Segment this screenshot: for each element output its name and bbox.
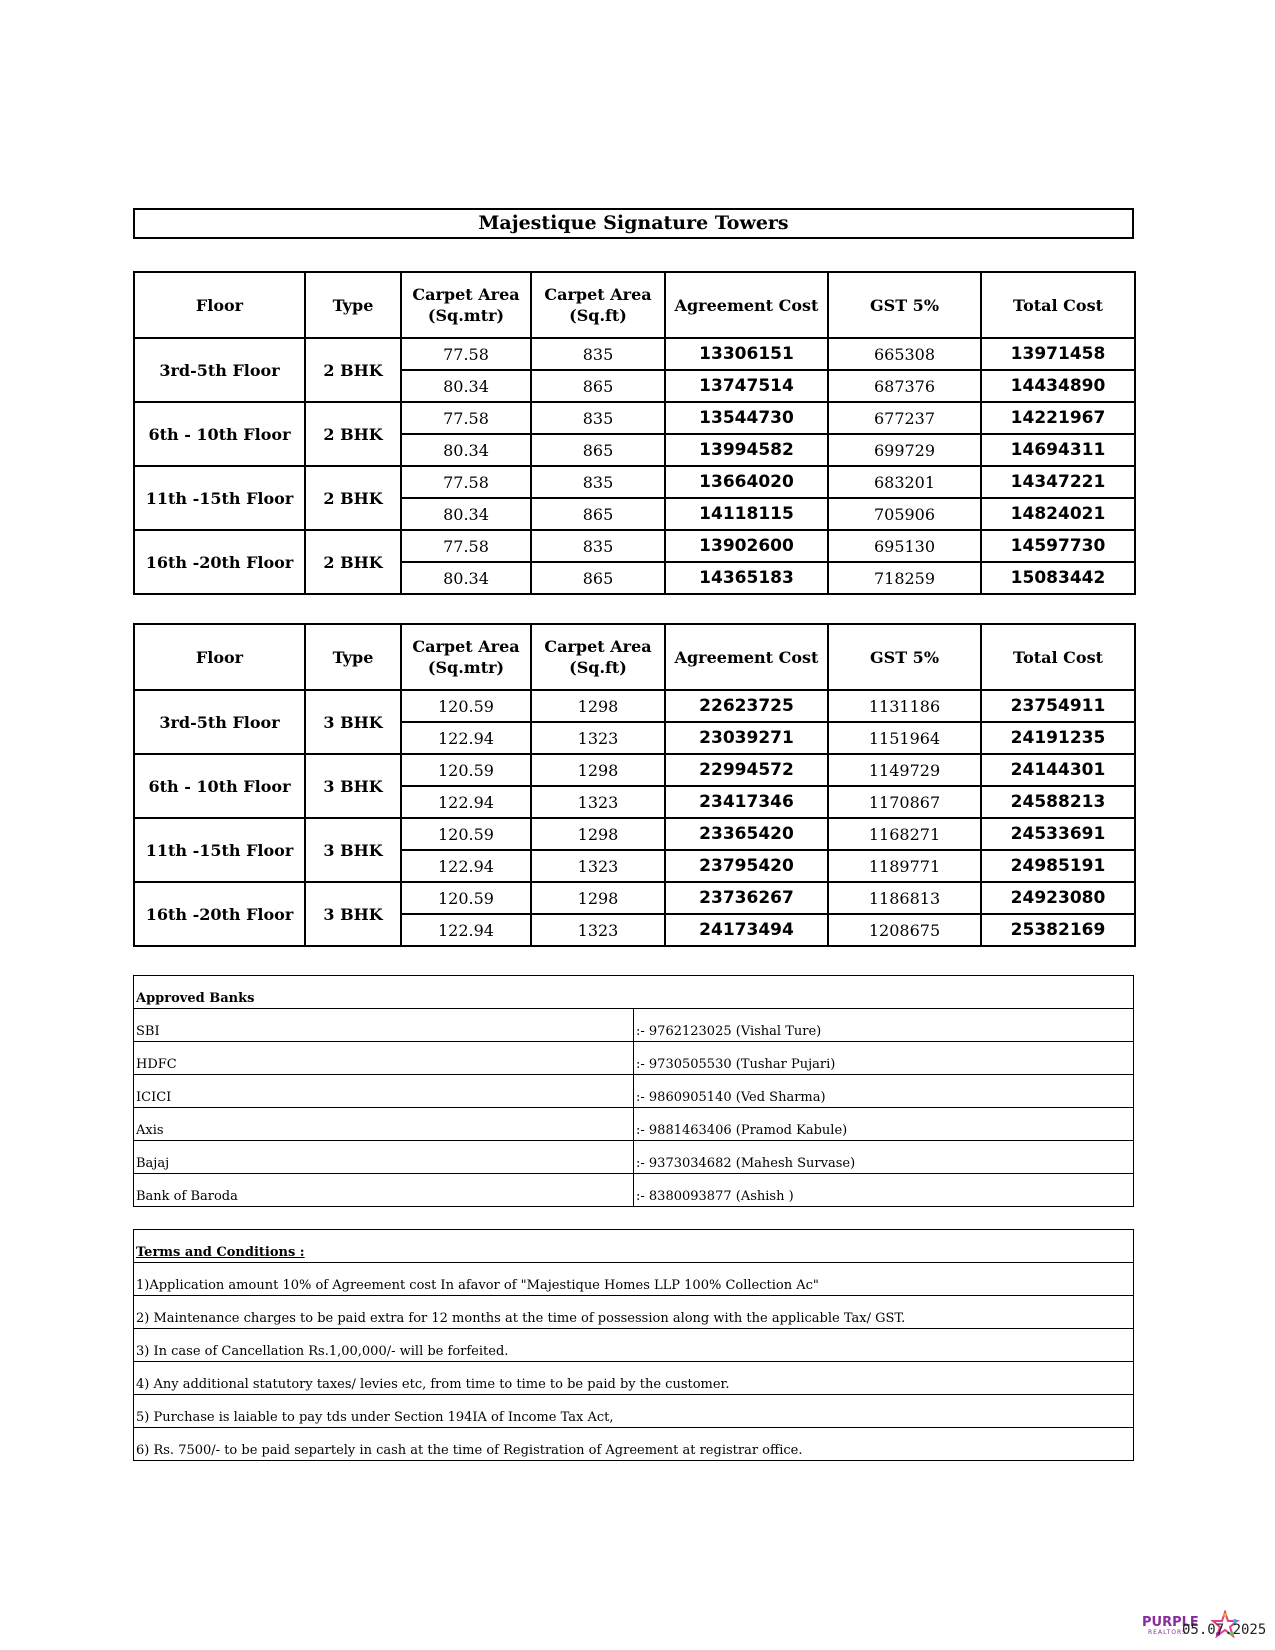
type-cell: 2 BHK [305,338,401,402]
gst-cell: 1186813 [828,882,981,914]
table-row [134,338,1135,370]
carpet-sqm-cell: 80.34 [401,498,531,530]
total-cost-cell: 24191235 [981,722,1135,754]
agreement-cost-cell: 13994582 [665,434,828,466]
term-row [134,1263,1134,1296]
gst-cell: 1131186 [828,690,981,722]
header-agreement-cost: Agreement Cost [665,272,828,338]
agreement-cost-cell: 23365420 [665,818,828,850]
carpet-sqft-cell: 835 [531,338,665,370]
bank-name: SBI [134,1009,634,1042]
carpet-sqft-cell: 1323 [531,914,665,946]
carpet-sqft-cell: 865 [531,434,665,466]
carpet-sqm-cell: 77.58 [401,338,531,370]
carpet-sqm-cell: 120.59 [401,754,531,786]
floor-cell: 6th - 10th Floor [134,402,305,466]
carpet-sqft-cell: 835 [531,466,665,498]
bank-row [134,1174,1134,1207]
table-row [134,402,1135,434]
term-row [134,1329,1134,1362]
total-cost-cell: 23754911 [981,690,1135,722]
carpet-sqft-cell: 835 [531,530,665,562]
carpet-sqm-cell: 122.94 [401,786,531,818]
bank-row [134,1075,1134,1108]
total-cost-cell: 24533691 [981,818,1135,850]
carpet-sqm-cell: 77.58 [401,402,531,434]
type-cell: 2 BHK [305,530,401,594]
term-text: 6) Rs. 7500/- to be paid separtely in cash at the time of Registration of Agreement at registrar office. [134,1428,1134,1461]
carpet-sqft-cell: 1323 [531,850,665,882]
agreement-cost-cell: 13306151 [665,338,828,370]
bank-name: ICICI [134,1075,634,1108]
logo-sub: REALTORS [1148,1629,1187,1636]
carpet-sqft-cell: 1323 [531,786,665,818]
floor-cell: 11th -15th Floor [134,466,305,530]
carpet-sqft-cell: 865 [531,498,665,530]
bank-contact: :- 9730505530 (Tushar Pujari) [634,1042,1134,1075]
carpet-sqm-cell: 120.59 [401,818,531,850]
bank-contact: :- 9881463406 (Pramod Kabule) [634,1108,1134,1141]
page-title: Majestique Signature Towers [133,208,1134,239]
type-cell: 3 BHK [305,754,401,818]
term-text: 3) In case of Cancellation Rs.1,00,000/- will be forfeited. [134,1329,1134,1362]
banks-heading: Approved Banks [134,976,1134,1009]
header-gst: GST 5% [828,272,981,338]
bank-contact: :- 9860905140 (Ved Sharma) [634,1075,1134,1108]
term-text: 5) Purchase is laiable to pay tds under Section 194IA of Income Tax Act, [134,1395,1134,1428]
date-stamp: 05.07.2025 [1182,1622,1267,1638]
table-header-row [134,272,1135,338]
gst-cell: 1149729 [828,754,981,786]
header-total-cost: Total Cost [981,272,1135,338]
total-cost-cell: 13971458 [981,338,1135,370]
term-row [134,1362,1134,1395]
table-row [134,754,1135,786]
bank-contact: :- 9373034682 (Mahesh Survase) [634,1141,1134,1174]
bank-name: Bajaj [134,1141,634,1174]
term-row [134,1428,1134,1461]
agreement-cost-cell: 13544730 [665,402,828,434]
gst-cell: 665308 [828,338,981,370]
header-floor: Floor [134,272,305,338]
bank-name: HDFC [134,1042,634,1075]
table-row [134,690,1135,722]
total-cost-cell: 14434890 [981,370,1135,402]
floor-cell: 3rd-5th Floor [134,690,305,754]
header-floor: Floor [134,624,305,690]
banks-heading-row [134,976,1134,1009]
total-cost-cell: 24144301 [981,754,1135,786]
header-type: Type [305,272,401,338]
floor-cell: 3rd-5th Floor [134,338,305,402]
total-cost-cell: 24923080 [981,882,1135,914]
carpet-sqft-cell: 1298 [531,882,665,914]
floor-cell: 11th -15th Floor [134,818,305,882]
total-cost-cell: 14824021 [981,498,1135,530]
gst-cell: 718259 [828,562,981,594]
agreement-cost-cell: 13664020 [665,466,828,498]
price-table-2bhk [133,271,1136,595]
term-text: 2) Maintenance charges to be paid extra for 12 months at the time of possession along with the applicable Tax/ GST. [134,1296,1134,1329]
bank-contact: :- 9762123025 (Vishal Ture) [634,1009,1134,1042]
gst-cell: 699729 [828,434,981,466]
floor-cell: 16th -20th Floor [134,530,305,594]
terms-heading-row [134,1230,1134,1263]
agreement-cost-cell: 23736267 [665,882,828,914]
carpet-sqft-cell: 835 [531,402,665,434]
table-row [134,882,1135,914]
term-row [134,1296,1134,1329]
gst-cell: 1151964 [828,722,981,754]
total-cost-cell: 14694311 [981,434,1135,466]
header-carpet-sqm: Carpet Area (Sq.mtr) [401,272,531,338]
header-total-cost: Total Cost [981,624,1135,690]
type-cell: 2 BHK [305,402,401,466]
header-agreement-cost: Agreement Cost [665,624,828,690]
total-cost-cell: 14221967 [981,402,1135,434]
term-row [134,1395,1134,1428]
agreement-cost-cell: 23795420 [665,850,828,882]
carpet-sqm-cell: 77.58 [401,466,531,498]
bank-row [134,1141,1134,1174]
carpet-sqft-cell: 1298 [531,690,665,722]
table-row [134,466,1135,498]
gst-cell: 677237 [828,402,981,434]
table-row [134,530,1135,562]
total-cost-cell: 24588213 [981,786,1135,818]
header-carpet-sqm: Carpet Area (Sq.mtr) [401,624,531,690]
carpet-sqm-cell: 122.94 [401,722,531,754]
carpet-sqm-cell: 80.34 [401,434,531,466]
carpet-sqft-cell: 1298 [531,754,665,786]
total-cost-cell: 15083442 [981,562,1135,594]
gst-cell: 705906 [828,498,981,530]
header-type: Type [305,624,401,690]
total-cost-cell: 24985191 [981,850,1135,882]
terms-table [133,1229,1134,1461]
type-cell: 3 BHK [305,690,401,754]
term-text: 4) Any additional statutory taxes/ levies etc, from time to time to be paid by the customer. [134,1362,1134,1395]
gst-cell: 1170867 [828,786,981,818]
bank-name: Bank of Baroda [134,1174,634,1207]
agreement-cost-cell: 22623725 [665,690,828,722]
agreement-cost-cell: 24173494 [665,914,828,946]
carpet-sqm-cell: 120.59 [401,882,531,914]
type-cell: 2 BHK [305,466,401,530]
carpet-sqm-cell: 80.34 [401,562,531,594]
table-body [134,338,1135,594]
agreement-cost-cell: 14118115 [665,498,828,530]
bank-row [134,1042,1134,1075]
term-text: 1)Application amount 10% of Agreement cost In afavor of "Majestique Homes LLP 100% Collection Ac" [134,1263,1134,1296]
carpet-sqft-cell: 1298 [531,818,665,850]
header-gst: GST 5% [828,624,981,690]
gst-cell: 683201 [828,466,981,498]
agreement-cost-cell: 14365183 [665,562,828,594]
gst-cell: 1189771 [828,850,981,882]
agreement-cost-cell: 23417346 [665,786,828,818]
total-cost-cell: 14597730 [981,530,1135,562]
gst-cell: 687376 [828,370,981,402]
logo-brand: PURPLE [1142,1615,1199,1630]
carpet-sqft-cell: 865 [531,370,665,402]
carpet-sqm-cell: 120.59 [401,690,531,722]
total-cost-cell: 14347221 [981,466,1135,498]
agreement-cost-cell: 22994572 [665,754,828,786]
carpet-sqm-cell: 77.58 [401,530,531,562]
agreement-cost-cell: 13902600 [665,530,828,562]
bank-row [134,1009,1134,1042]
type-cell: 3 BHK [305,882,401,946]
agreement-cost-cell: 23039271 [665,722,828,754]
floor-cell: 6th - 10th Floor [134,754,305,818]
carpet-sqft-cell: 865 [531,562,665,594]
carpet-sqft-cell: 1323 [531,722,665,754]
carpet-sqm-cell: 80.34 [401,370,531,402]
header-carpet-sqft: Carpet Area (Sq.ft) [531,272,665,338]
header-carpet-sqft: Carpet Area (Sq.ft) [531,624,665,690]
carpet-sqm-cell: 122.94 [401,914,531,946]
agreement-cost-cell: 13747514 [665,370,828,402]
gst-cell: 1208675 [828,914,981,946]
gst-cell: 695130 [828,530,981,562]
bank-row [134,1108,1134,1141]
floor-cell: 16th -20th Floor [134,882,305,946]
gst-cell: 1168271 [828,818,981,850]
bank-contact: :- 8380093877 (Ashish ) [634,1174,1134,1207]
table-body [134,690,1135,946]
total-cost-cell: 25382169 [981,914,1135,946]
approved-banks-table [133,975,1134,1207]
table-row [134,818,1135,850]
terms-heading: Terms and Conditions : [134,1230,1134,1263]
bank-name: Axis [134,1108,634,1141]
type-cell: 3 BHK [305,818,401,882]
price-table-3bhk [133,623,1136,947]
carpet-sqm-cell: 122.94 [401,850,531,882]
table-header-row [134,624,1135,690]
